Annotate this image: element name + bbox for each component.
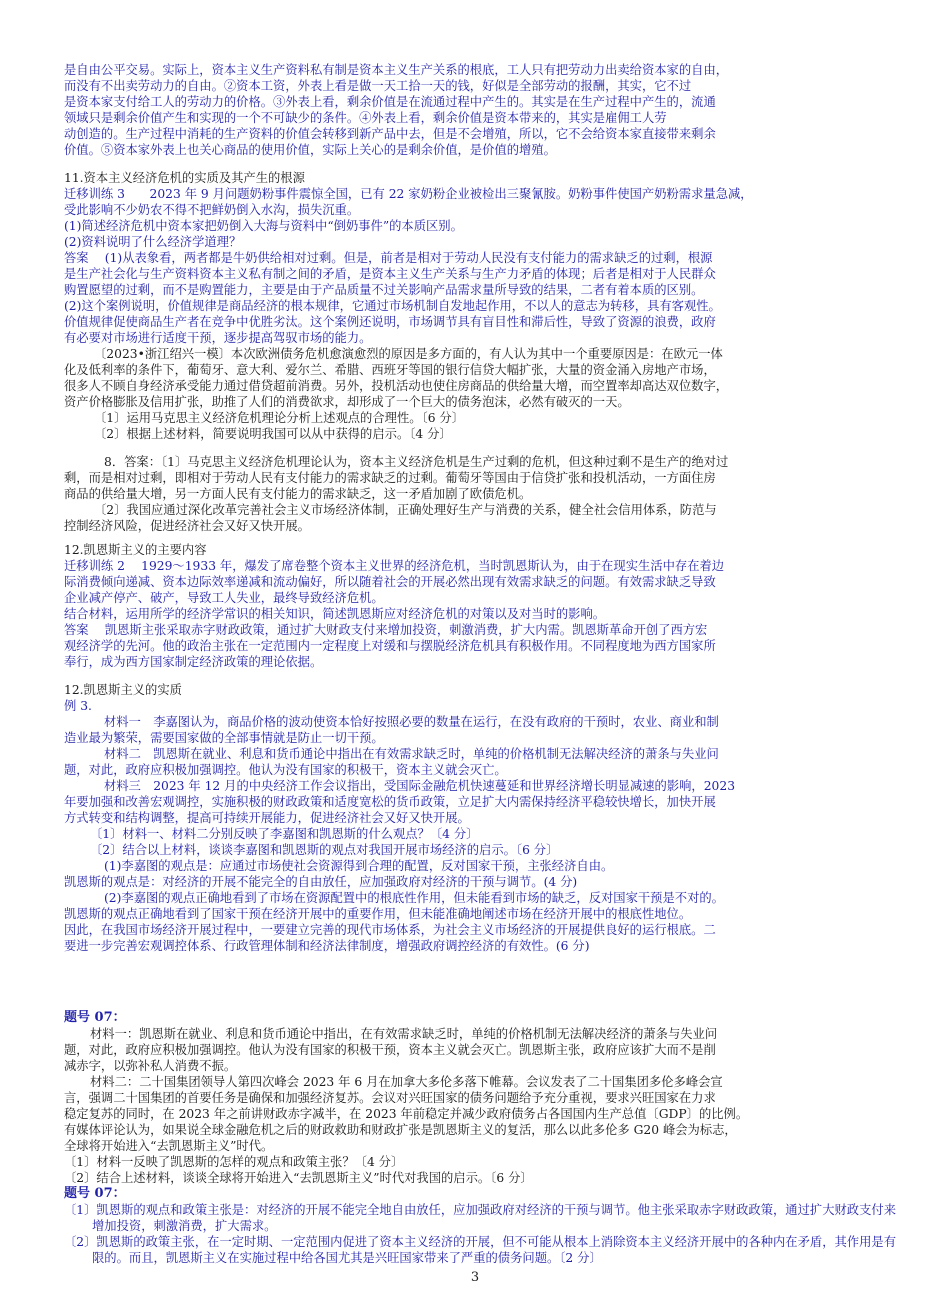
section-12-content <box>64 542 896 670</box>
text-line: 材料二 凯恩斯在就业、利息和货币通论中指出在有效需求缺乏时，单纯的价格机制无法解决经济的萧条与失业问 <box>104 747 719 761</box>
text-line: 而没有不出卖劳动力的自由。②资本工资，外表上看是做一天工拾一天的钱，好似是全部劳动的报酬，其实，它不过 <box>64 79 692 93</box>
text-line: 材料二：二十国集团领导人第四次峰会 2023 年 6 月在加拿大多伦多落下帷幕。会议发表了二十国集团多伦多峰会宣 <box>90 1075 723 1089</box>
text-line: 观经济学的先河。他的政治主张在一定范围内一定程度上对缓和与摆脱经济危机具有积极作用。不同程度地为西方国家所 <box>64 639 716 653</box>
question-1: 〔1〕运用马克思主义经济危机理论分析上述观点的合理性。〔6 分〕 <box>94 411 465 425</box>
text-line: (1)李嘉图的观点是：应通过市场使社会资源得到合理的配置，反对国家干预，主张经济自由。 <box>104 859 614 873</box>
text-line: 〔2023•浙江绍兴一模〕本次欧洲债务危机愈演愈烈的原因是多方面的，有人认为其中一个重要原因是：在欧元一体 <box>94 347 723 361</box>
question-1: 〔1〕材料一反映了凯恩斯的怎样的观点和政策主张？〔4 分〕 <box>64 1155 404 1169</box>
text-line: 有必要对市场进行适度干预，逐步提高驾驭市场的能力。 <box>64 331 372 345</box>
text-line: 凯恩斯的观点是：对经济的开展不能完全的自由放任，应加强政府对经济的干预与调节。(4 分) <box>64 875 578 889</box>
answer-2: 〔2〕凯恩斯的政策主张，在一定时期、一定范围内促进了资本主义经济的开展，但不可能从根本上消除资本主义经济开展中的各种内在矛盾，其作用是有限的。而且，凯恩斯主义在实施过程中给各国尤其是兴旺国家带来了严重的债务问题。〔2 分〕 <box>64 1235 896 1265</box>
text-line: 题，对此，政府应积极加强调控。他认为没有国家的积极干，资本主义就会灭亡。 <box>64 763 507 777</box>
section-heading: 11.资本主义经济危机的实质及其产生的根源 <box>64 171 305 185</box>
text-line: 减赤字，以弥补私人消费不振。 <box>64 1059 237 1073</box>
text-line: 答案 (1)从表象看，两者都是牛奶供给相对过剩。但是，前者是相对于劳动人民没有支付能力的需求缺乏的过剩，根源 <box>64 251 713 265</box>
text-line: 迁移训练 3 2023 年 9 月问题奶粉事件震惊全国，已有 22 家奶粉企业被检出三聚氰胺。奶粉事件使国产奶粉需求量急减， <box>64 187 753 201</box>
text-line: 题，对此，政府应积极加强调控。他认为没有国家的积极干预，资本主义就会灭亡。凯恩斯主张，政府应该扩大而不是削 <box>64 1043 716 1057</box>
text-line: (2)资料说明了什么经济学道理？ <box>64 235 242 249</box>
text-line: (2)这个案例说明，价值规律是商品经济的根本规律，它通过市场机制自发地起作用，不以人的意志为转移，具有客观性。 <box>64 299 721 313</box>
text-line: 材料一 李嘉图认为，商品价格的波动使资本恰好按照必要的数量在运行，在没有政府的干预时，农业、商业和制 <box>104 715 719 729</box>
text-line: (2)李嘉图的观点正确地看到了市场在资源配置中的根底性作用，但未能看到市场的缺乏，反对国家干预是不对的。 <box>104 891 724 905</box>
text-line: 因此，在我国市场经济开展过程中，一要建立完善的现代市场体系，为社会主义市场经济的开展提供良好的运行根底。二 <box>64 923 716 937</box>
page-number: 3 <box>470 1270 480 1285</box>
text-line: 奉行，成为西方国家制定经济政策的理论依据。 <box>64 655 323 669</box>
text-line: 材料三 2023 年 12 月的中央经济工作会议指出，受国际金融危机快速蔓延和世界经济增长明显减速的影响，2023 <box>104 779 736 793</box>
text-line: 8．答案：〔1〕马克思主义经济危机理论认为，资本主义经济危机是生产过剩的危机，但这种过剩不是生产的绝对过 <box>104 455 729 469</box>
question-2: 〔2〕根据上述材料，简要说明我国可以从中获得的启示。〔4 分〕 <box>94 427 452 441</box>
text-line: 答案 凯恩斯主张采取赤字财政政策，通过扩大财政支付来增加投资，刺激消费，扩大内需。凯恩斯革命开创了西方宏 <box>64 623 708 637</box>
text-line: 有媒体评论认为，如果说全球金融危机之后的财政救助和财政扩张是凯恩斯主义的复活，那么以此多伦多 G20 峰会为标志， <box>64 1123 737 1137</box>
text-line: 化及低利率的条件下，葡萄牙、意大利、爱尔兰、希腊、西班牙等国的银行信贷大幅扩张，大量的资金涌入房地产市场， <box>64 363 716 377</box>
text-line: (1)简述经济危机中资本家把奶倒入大海与资料中“倒奶事件”的本质区别。 <box>64 219 463 233</box>
section-heading: 12.凯恩斯主义的实质 <box>64 683 182 697</box>
text-line: 价值。⑤资本家外表上也关心商品的使用价值，实际上关心的是剩余价值，是价值的增殖。 <box>64 143 556 157</box>
text-line: 企业减产停产、破产，导致工人失业，最终导致经济危机。 <box>64 591 384 605</box>
section-12-essence <box>64 682 896 954</box>
exercise-2 <box>64 558 896 670</box>
text-line: 价值规律促使商品生产者在竞争中优胜劣汰。这个案例还说明，市场调节具有盲目性和滞后性，导致了资源的浪费，政府 <box>64 315 716 329</box>
exercise-3 <box>64 186 896 346</box>
example-3 <box>64 714 896 954</box>
text-line: 言，强调二十国集团的首要任务是确保和加强经济复苏。会议对兴旺国家的债务问题给予充分重视，要求兴旺国家在力求 <box>64 1091 716 1105</box>
text-line: 购置愿望的过剩，而不是购置能力，主要是由于产品质量不过关影响产品需求量所导致的结果，二者有着本质的区别。 <box>64 283 704 297</box>
section-heading: 12.凯恩斯主义的主要内容 <box>64 543 207 557</box>
text-line: 要进一步完善宏观调控体系、行政管理体制和经济法律制度，增强政府调控经济的有效性。(6 分) <box>64 939 590 953</box>
question-1: 〔1〕材料一、材料二分别反映了李嘉图和凯恩斯的什么观点？〔4 分〕 <box>90 827 479 841</box>
text-line: 是资本家支付给工人的劳动力的价格。③外表上看，剩余价值是在流通过程中产生的。其实是在生产过程中产生的，流通 <box>64 95 716 109</box>
zhejiang-material <box>64 346 896 442</box>
text-line: 资产价格膨胀及信用扩张，助推了人们的消费欲求，却形成了一个巨大的债务泡沫，必然有破灭的一天。 <box>64 395 630 409</box>
text-line: 控制经济风险，促进经济社会又好又快开展。 <box>64 519 310 533</box>
text-line: 剩，而是相对过剩，即相对于劳动人民有支付能力的需求缺乏的过剩。葡萄牙等国由于信贷扩张和投机活动，一方面住房 <box>64 471 716 485</box>
text-line: 年要加强和改善宏观调控，实施积极的财政政策和适度宽松的货币政策，立足扩大内需保持经济平稳较快增长，加快开展 <box>64 795 716 809</box>
answer-1: 〔1〕凯恩斯的观点和政策主张是：对经济的开展不能完全地自由放任，应加强政府对经济的干预与调节。他主张采取赤字财政政策，通过扩大财政支付来增加投资，刺激消费，扩大需求。 <box>64 1203 896 1233</box>
text-line: 是生产社会化与生产资料资本主义私有制之间的矛盾，是资本主义生产关系与生产力矛盾的体现；后者是相对于人民群众 <box>64 267 716 281</box>
text-line: 迁移训练 2 1929～1933 年，爆发了席卷整个资本主义世界的经济危机，当时凯恩斯认为，由于在现实生活中存在着边 <box>64 559 725 573</box>
answer-8 <box>64 454 896 534</box>
text-line: 很多人不顾自身经济承受能力通过借贷超前消费。另外，投机活动也使住房商品的供给量大增，而空置率却高达双位数字， <box>64 379 729 393</box>
text-line: 商品的供给量大增，另一方面人民有支付能力的需求缺乏，这一矛盾加剧了欧债危机。 <box>64 487 532 501</box>
question-title: 题号 07： <box>64 1010 126 1025</box>
section-11 <box>64 170 896 534</box>
text-line: 际消费倾向递减、资本边际效率递减和流动偏好，所以随着社会的开展必然出现有效需求缺乏的问题。有效需求缺乏导致 <box>64 575 716 589</box>
text-line: 领域只是剩余价值产生和实现的一个不可缺少的条件。④外表上看，剩余价值是资本带来的，其实是雇佣工人劳 <box>64 111 667 125</box>
text-line: 全球将开始进入“去凯恩斯主义”时代。 <box>64 1139 274 1153</box>
text-line: 是自由公平交易。实际上，资本主义生产资料私有制是资本主义生产关系的根底，工人只有把劳动力出卖给资本家的自由， <box>64 63 729 77</box>
text-line: 方式转变和结构调整，提高可持续开展能力，促进经济社会又好又快开展。 <box>64 811 470 825</box>
text-line: 受此影响不少奶农不得不把鲜奶倒入水沟，损失沉重。 <box>64 203 360 217</box>
answer-07 <box>64 1202 896 1266</box>
text-line: 造业最为繁荣，需要国家做的全部事情就是防止一切干预。 <box>64 731 384 745</box>
text-line: 凯恩斯的观点正确地看到了国家干预在经济开展中的重要作用，但未能准确地阐述市场在经济开展中的根底性地位。 <box>64 907 692 921</box>
text-line: 动创造的。生产过程中消耗的生产资料的价值会转移到新产品中去，但是不会增殖，所以，它不会给资本家直接带来剩余 <box>64 127 716 141</box>
text-line: 材料一：凯恩斯在就业、利息和货币通论中指出，在有效需求缺乏时，单纯的价格机制无法解决经济的萧条与失业问 <box>90 1027 718 1041</box>
text-line: 结合材料，运用所学的经济学常识的相关知识，简述凯恩斯应对经济危机的对策以及对当时的影响。 <box>64 607 606 621</box>
text-line: 稳定复苏的同时，在 2023 年之前讲财政赤字减半，在 2023 年前稳定并减少政府债务占各国国内生产总值〔GDP〕的比例。 <box>64 1107 749 1121</box>
question-07 <box>64 1010 896 1266</box>
intro-paragraph <box>64 62 896 158</box>
text-line: 〔2〕我国应通过深化改革完善社会主义市场经济体制，正确处理好生产与消费的关系，健全社会信用体系，防范与 <box>94 503 717 517</box>
question-2: 〔2〕结合上述材料，谈谈全球将开始进入“去凯恩斯主义”时代对我国的启示。〔6 分〕 <box>64 1171 533 1185</box>
question-2: 〔2〕结合以上材料，谈谈李嘉图和凯恩斯的观点对我国开展市场经济的启示。〔6 分〕 <box>90 843 559 857</box>
example-label: 例 3. <box>64 699 92 713</box>
answer-title: 题号 07： <box>64 1186 126 1201</box>
